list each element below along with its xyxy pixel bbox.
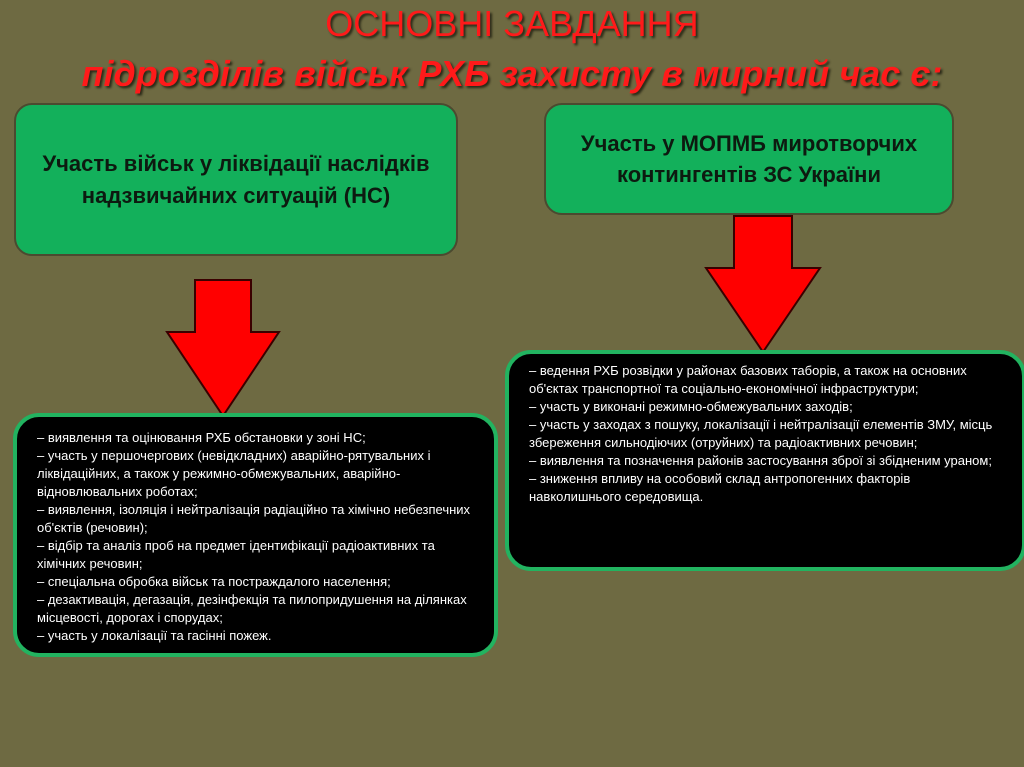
list-item: – виявлення та позначення районів застосування зброї зі збідненим ураном;	[529, 453, 992, 468]
down-arrow-left-icon	[165, 278, 281, 418]
list-item: – виявлення та оцінювання РХБ обстановки у зоні НС;	[37, 430, 366, 445]
task-box-peacekeeping	[544, 103, 954, 215]
list-item: – участь у локалізації та гасінні пожеж.	[37, 628, 272, 643]
task-list-emergency	[13, 413, 498, 657]
list-item: – спеціальна обробка військ та постраждалого населення;	[37, 574, 391, 589]
list-item: – відбір та аналіз проб на предмет ідентифікації радіоактивних та хімічних речовин;	[37, 538, 435, 571]
task-heading-peacekeeping: Участь у МОПМБ миротворчих контингентів ЗС України	[580, 131, 918, 187]
slide-subtitle: підрозділів військ РХБ захисту в мирний час є:	[81, 53, 943, 94]
task-heading-emergency: Участь військ у ліквідації наслідків надзвичайних ситуацій (НС)	[42, 150, 430, 208]
task-box-emergency	[14, 103, 458, 256]
list-item: – виявлення, ізоляція і нейтралізація радіаційно та хімічно небезпечних об'єктів (речовин);	[37, 502, 471, 535]
list-item: – зниження впливу на особовий склад антропогенних факторів навколишнього середовища.	[529, 471, 911, 504]
list-item: – участь у першочергових (невідкладних) аварійно-рятувальних і ліквідаційних, а також у режимно-обмежувальних, аварійно-відновлювальних роботах;	[37, 448, 431, 499]
list-item: – ведення РХБ розвідки у районах базових таборів, а також на основних об'єктах транспортної та соціально-економічної інфраструктури;	[529, 363, 967, 396]
down-arrow-right-icon	[704, 214, 822, 354]
list-item: – участь у заходах з пошуку, локалізації і нейтралізації елементів ЗМУ, місць збереження сильнодіючих (отруйних) та радіоактивних речовин;	[529, 417, 993, 450]
list-item: – участь у виконані режимно-обмежувальних заходів;	[529, 399, 853, 414]
list-item: – дезактивація, дегазація, дезінфекція та пилопридушення на ділянках місцевості, дорогах і спорудах;	[37, 592, 467, 625]
task-list-peacekeeping	[505, 350, 1024, 571]
slide-title: ОСНОВНІ ЗАВДАННЯ	[325, 3, 699, 44]
